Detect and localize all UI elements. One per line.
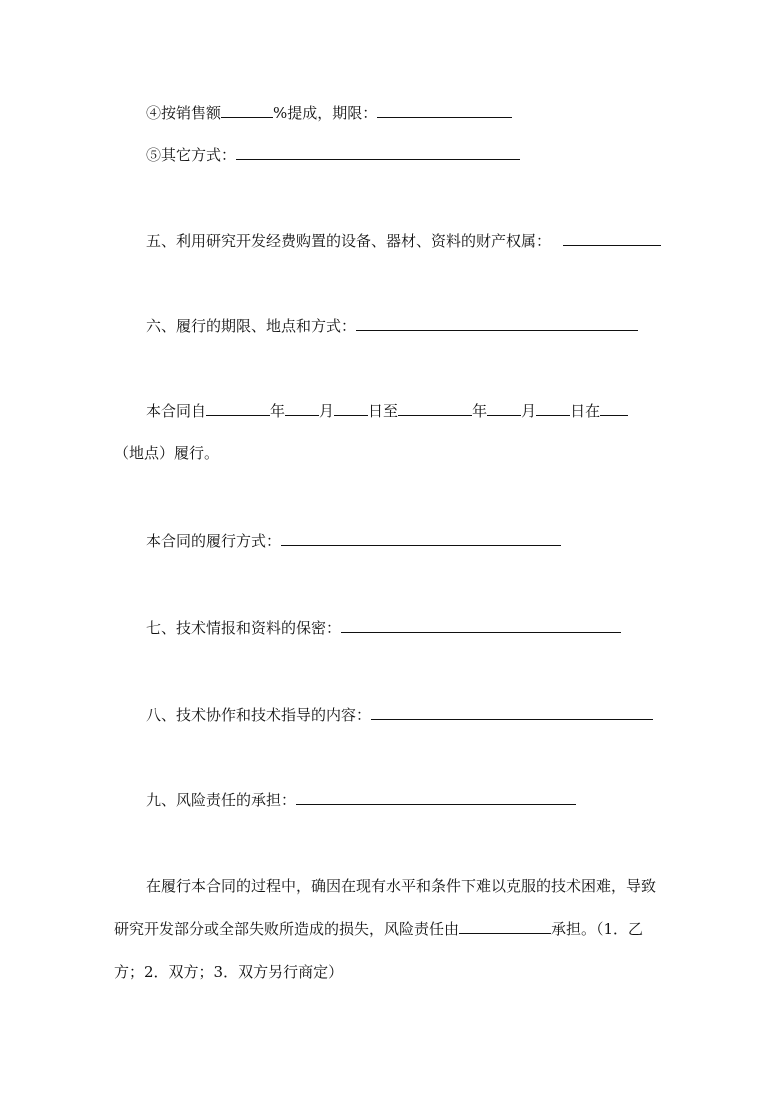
property-ownership-blank[interactable] (563, 231, 661, 246)
item5-line (146, 145, 520, 165)
other-method-blank[interactable] (236, 145, 520, 160)
section-6-text: 六、履行的期限、地点和方式： (146, 317, 357, 335)
section-9-text: 九、风险责任的承担： (146, 791, 297, 809)
confidentiality-blank[interactable] (341, 618, 621, 633)
risk-party-blank[interactable] (459, 919, 551, 934)
item4-mid: %提成，期限： (273, 104, 378, 122)
section-5-text: 五、利用研究开发经费购置的设备、器材、资料的财产权属： (146, 232, 552, 250)
place-performed-text: （地点）履行。 (114, 444, 220, 462)
month-label: 月 (319, 402, 335, 420)
day-at-label: 日在 (570, 402, 601, 420)
section-7-text: 七、技术情报和资料的保密： (146, 619, 342, 637)
day-to-label: 日至 (368, 402, 399, 420)
risk-text-2a: 研究开发部分或全部失败所造成的损失，风险责任由 (114, 920, 460, 938)
start-month-blank[interactable] (285, 401, 319, 416)
section-7-line (146, 618, 621, 638)
method-line (146, 531, 561, 551)
section-6-line (146, 316, 638, 336)
section-9-line (146, 790, 576, 810)
start-year-blank[interactable] (206, 401, 270, 416)
term-place-method-blank[interactable] (356, 316, 638, 331)
end-year-blank[interactable] (398, 401, 472, 416)
cooperation-content-blank[interactable] (371, 705, 653, 720)
risk-paragraph-line-3 (114, 962, 343, 982)
year-label-2: 年 (472, 402, 488, 420)
risk-bearing-blank[interactable] (296, 790, 576, 805)
period-line-2 (114, 443, 219, 463)
year-label: 年 (270, 402, 286, 420)
item4-line (146, 103, 512, 123)
start-day-blank[interactable] (334, 401, 368, 416)
risk-paragraph-line-1 (146, 876, 656, 896)
risk-text-1: 在履行本合同的过程中，确因在现有水平和条件下难以克服的技术困难，导致 (146, 877, 657, 895)
place-blank[interactable] (600, 401, 628, 416)
end-month-blank[interactable] (487, 401, 521, 416)
end-day-blank[interactable] (536, 401, 570, 416)
method-label: 本合同的履行方式： (146, 532, 282, 550)
risk-text-3: 方；2．双方；3．双方另行商定） (114, 963, 344, 981)
risk-paragraph-line-2 (114, 919, 643, 939)
method-blank[interactable] (281, 531, 561, 546)
item4-prefix: ④按销售额 (146, 104, 222, 122)
period-line-1 (146, 401, 628, 421)
section-8-line (146, 705, 653, 725)
item5-prefix: ⑤其它方式： (146, 146, 237, 164)
month-label-2: 月 (521, 402, 537, 420)
section-8-text: 八、技术协作和技术指导的内容： (146, 706, 372, 724)
risk-text-2b: 承担。（1．乙 (551, 920, 644, 938)
period-start-label: 本合同自 (146, 402, 207, 420)
section-5-line (146, 231, 661, 251)
sales-percent-blank[interactable] (221, 103, 273, 118)
term-blank[interactable] (377, 103, 512, 118)
